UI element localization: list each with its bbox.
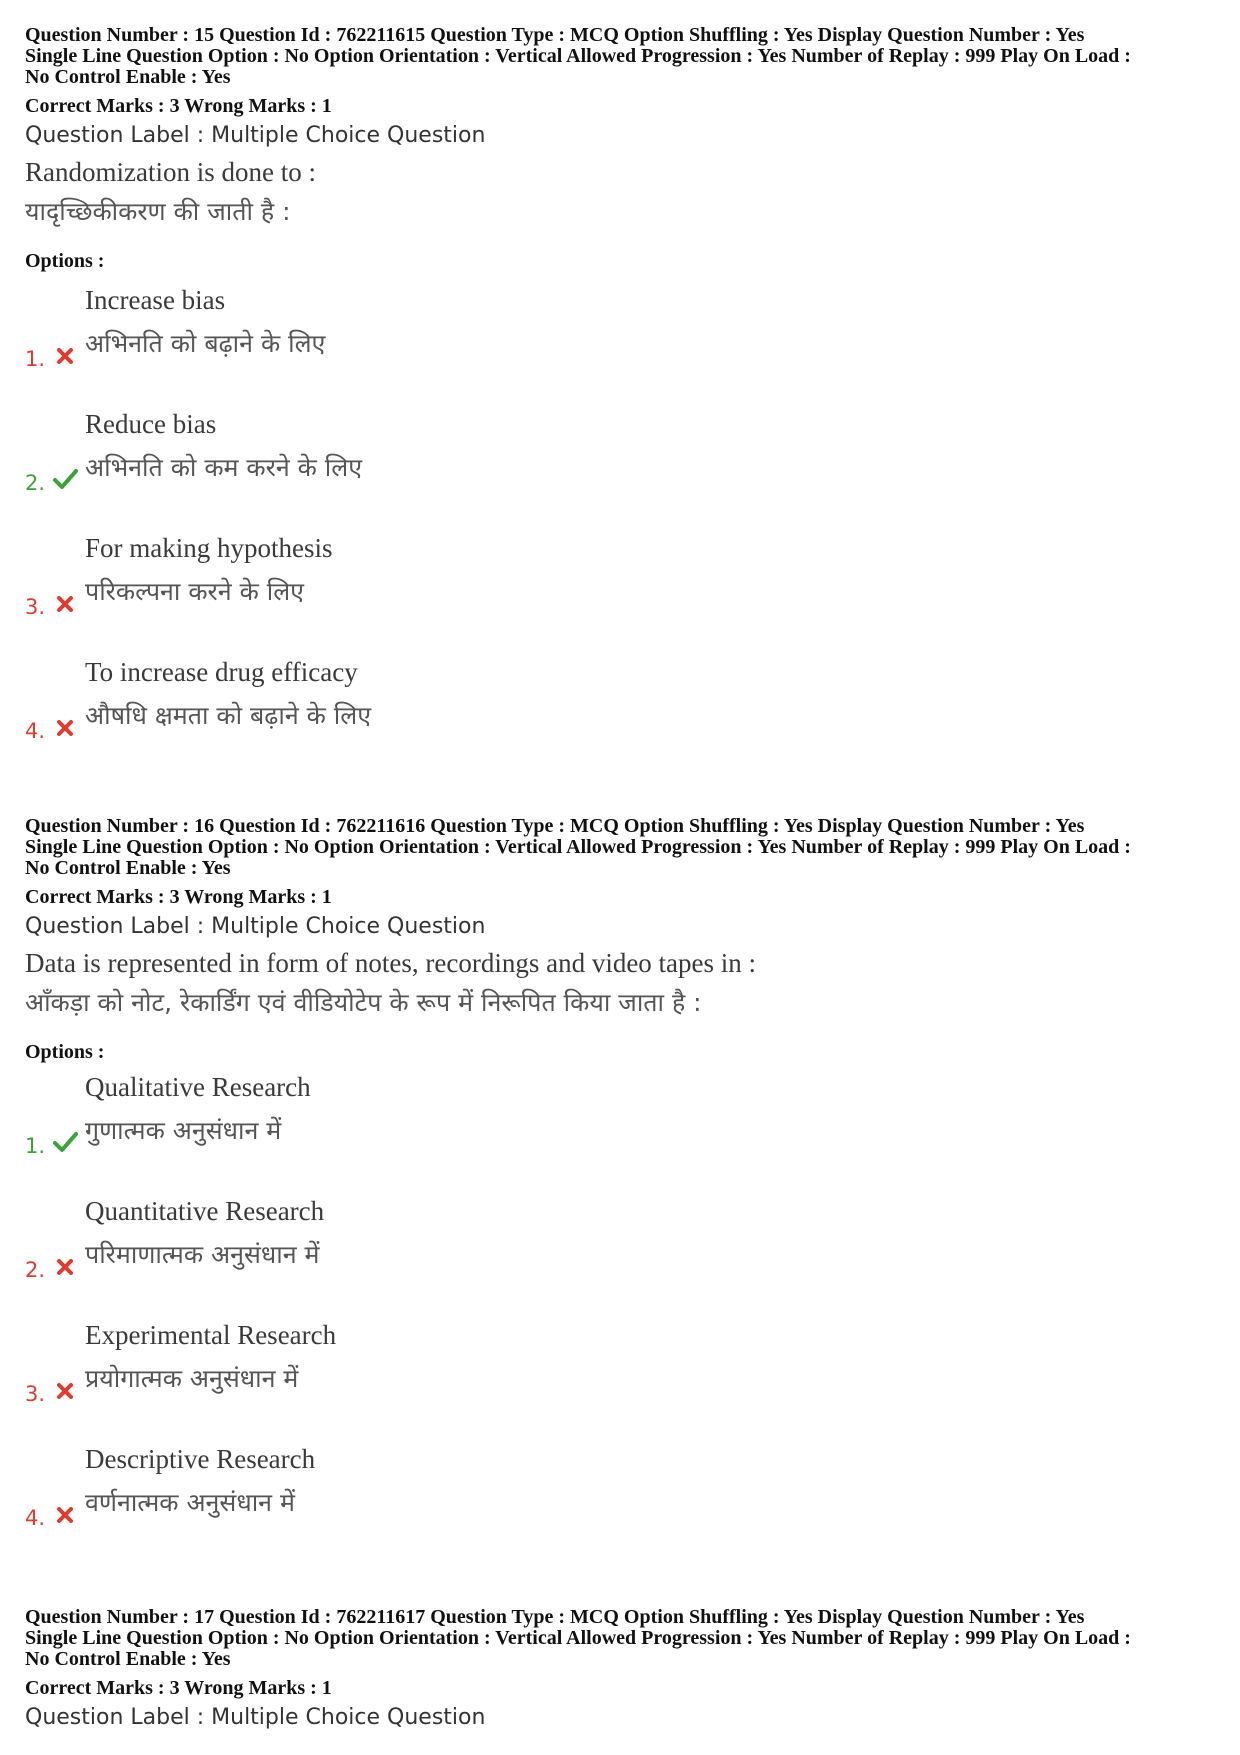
question-meta-line: Question Number : 17 Question Id : 762211617 Question Type : MCQ Option Shuffling : Yes Display Question Number : Yes xyxy=(25,1606,1085,1628)
cross-icon xyxy=(52,1253,78,1279)
option-4 xyxy=(25,1436,1220,1560)
option-text-hindi: परिमाणात्मक अनुसंधान में xyxy=(85,1240,320,1269)
question-text-english: Randomization is done to : xyxy=(25,157,316,187)
cross-icon xyxy=(52,1501,78,1527)
option-text-hindi: अभिनति को बढ़ाने के लिए xyxy=(85,329,326,358)
option-number: 4. xyxy=(25,719,46,743)
option-number: 1. xyxy=(25,347,46,371)
option-3 xyxy=(25,1312,1220,1436)
check-icon xyxy=(52,1129,78,1155)
question-meta-line: Single Line Question Option : No Option Orientation : Vertical Allowed Progression : Yes Number of Replay : 999 Play On Load : xyxy=(25,836,1131,858)
cross-icon xyxy=(52,1377,78,1403)
cross-icon xyxy=(52,342,78,368)
question-text-hindi: आँकड़ा को नोट, रेकार्डिंग एवं वीडियोटेप के रूप में निरूपित किया जाता है : xyxy=(25,988,702,1017)
option-text-hindi: औषधि क्षमता को बढ़ाने के लिए xyxy=(85,701,372,730)
question-block-17 xyxy=(25,1607,1220,1731)
question-meta-line: No Control Enable : Yes xyxy=(25,1648,231,1670)
option-number: 2. xyxy=(25,471,46,495)
option-text-hindi: परिकल्पना करने के लिए xyxy=(85,577,304,606)
check-icon xyxy=(52,466,78,492)
question-text-english: Data is represented in form of notes, recordings and video tapes in : xyxy=(25,948,757,978)
option-text-english: For making hypothesis xyxy=(85,533,333,563)
option-1 xyxy=(25,1064,1220,1188)
option-number: 4. xyxy=(25,1506,46,1530)
option-1 xyxy=(25,277,1220,401)
options-heading: Options : xyxy=(25,250,105,272)
options-heading: Options : xyxy=(25,1041,105,1063)
question-meta-line: No Control Enable : Yes xyxy=(25,857,231,879)
question-label: Question Label : Multiple Choice Question xyxy=(25,1705,486,1730)
option-4 xyxy=(25,649,1220,773)
option-number: 2. xyxy=(25,1258,46,1282)
cross-icon xyxy=(52,590,78,616)
question-block-16 xyxy=(25,816,1220,1560)
option-text-hindi: प्रयोगात्मक अनुसंधान में xyxy=(85,1364,299,1393)
option-number: 3. xyxy=(25,595,46,619)
option-text-hindi: गुणात्मक अनुसंधान में xyxy=(85,1116,282,1145)
question-label: Question Label : Multiple Choice Question xyxy=(25,123,486,148)
option-text-hindi: वर्णनात्मक अनुसंधान में xyxy=(85,1488,295,1517)
marks-line: Correct Marks : 3 Wrong Marks : 1 xyxy=(25,1677,332,1699)
question-meta-line: Question Number : 16 Question Id : 762211616 Question Type : MCQ Option Shuffling : Yes Display Question Number : Yes xyxy=(25,815,1085,837)
marks-line: Correct Marks : 3 Wrong Marks : 1 xyxy=(25,95,332,117)
option-2 xyxy=(25,401,1220,525)
option-text-english: Quantitative Research xyxy=(85,1196,325,1226)
question-label: Question Label : Multiple Choice Question xyxy=(25,914,486,939)
question-meta-line: Question Number : 15 Question Id : 762211615 Question Type : MCQ Option Shuffling : Yes Display Question Number : Yes xyxy=(25,24,1085,46)
option-number: 1. xyxy=(25,1134,46,1158)
option-2 xyxy=(25,1188,1220,1312)
question-block-15 xyxy=(25,25,1220,773)
question-text-hindi: यादृच्छिकीकरण की जाती है : xyxy=(25,197,291,226)
option-text-english: Descriptive Research xyxy=(85,1444,316,1474)
option-number: 3. xyxy=(25,1382,46,1406)
cross-icon xyxy=(52,714,78,740)
option-text-english: Qualitative Research xyxy=(85,1072,311,1102)
question-meta-line: No Control Enable : Yes xyxy=(25,66,231,88)
option-3 xyxy=(25,525,1220,649)
option-text-english: To increase drug efficacy xyxy=(85,657,358,687)
question-meta-line: Single Line Question Option : No Option Orientation : Vertical Allowed Progression : Yes Number of Replay : 999 Play On Load : xyxy=(25,1627,1131,1649)
marks-line: Correct Marks : 3 Wrong Marks : 1 xyxy=(25,886,332,908)
option-text-hindi: अभिनति को कम करने के लिए xyxy=(85,453,363,482)
option-text-english: Experimental Research xyxy=(85,1320,337,1350)
question-meta-line: Single Line Question Option : No Option Orientation : Vertical Allowed Progression : Yes Number of Replay : 999 Play On Load : xyxy=(25,45,1131,67)
option-text-english: Reduce bias xyxy=(85,409,217,439)
option-text-english: Increase bias xyxy=(85,285,226,315)
